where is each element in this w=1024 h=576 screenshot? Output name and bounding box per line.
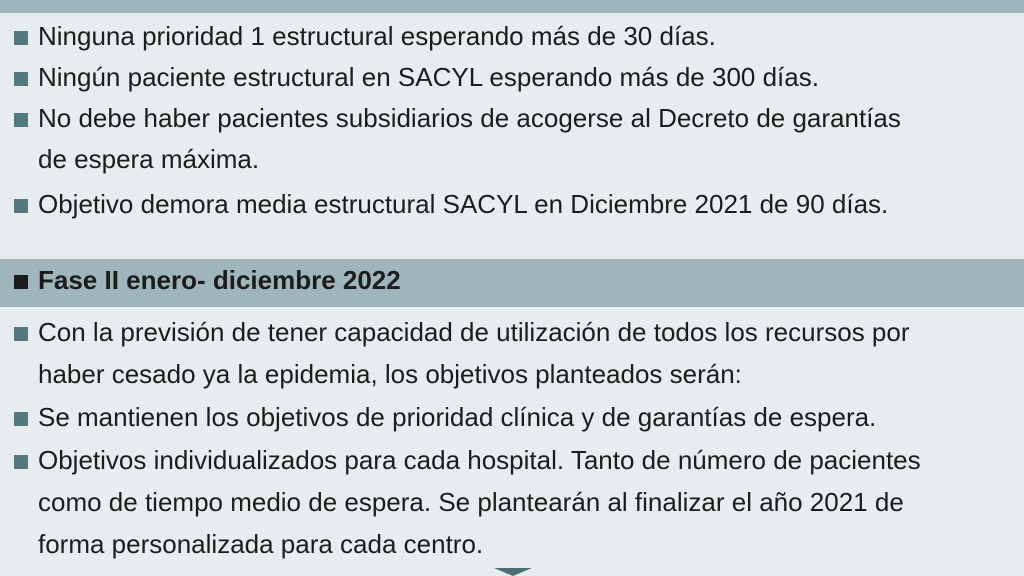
down-arrow-icon[interactable]	[494, 568, 532, 576]
bullet-icon	[14, 72, 28, 86]
phase-2-title: Fase II enero- diciembre 2022	[38, 265, 401, 295]
phase-2-item-3-continuation-2: forma personalizada para cada centro.	[38, 529, 484, 559]
phase-1-item-2: Ningún paciente estructural en SACYL esperando más de 300 días.	[38, 62, 819, 92]
bullet-icon	[14, 455, 28, 469]
bullet-icon	[14, 113, 28, 127]
phase-1-header-band	[0, 0, 1024, 13]
bullet-icon	[14, 31, 28, 45]
phase-1-item-4: Objetivo demora media estructural SACYL en Diciembre 2021 de 90 días.	[38, 189, 889, 219]
bullet-icon	[14, 199, 28, 213]
phase-1-item-3: No debe haber pacientes subsidiarios de acogerse al Decreto de garantías	[38, 103, 901, 133]
phase-2-item-3: Objetivos individualizados para cada hospital. Tanto de número de pacientes	[38, 445, 921, 475]
phase-2-item-2: Se mantienen los objetivos de prioridad clínica y de garantías de espera.	[38, 402, 877, 432]
phase-1-item-1: Ninguna prioridad 1 estructural esperando más de 30 días.	[38, 21, 716, 51]
phase-2-item-3-continuation-1: como de tiempo medio de espera. Se plantearán al finalizar el año 2021 de	[38, 487, 904, 517]
phase-1-item-3-continuation: de espera máxima.	[38, 144, 260, 174]
phase-2-item-1: Con la previsión de tener capacidad de utilización de todos los recursos por	[38, 317, 910, 347]
bullet-icon	[14, 327, 28, 341]
header-bullet-icon	[14, 275, 28, 289]
phase-2-item-1-continuation: haber cesado ya la epidemia, los objetivos planteados serán:	[38, 359, 742, 389]
bullet-icon	[14, 412, 28, 426]
